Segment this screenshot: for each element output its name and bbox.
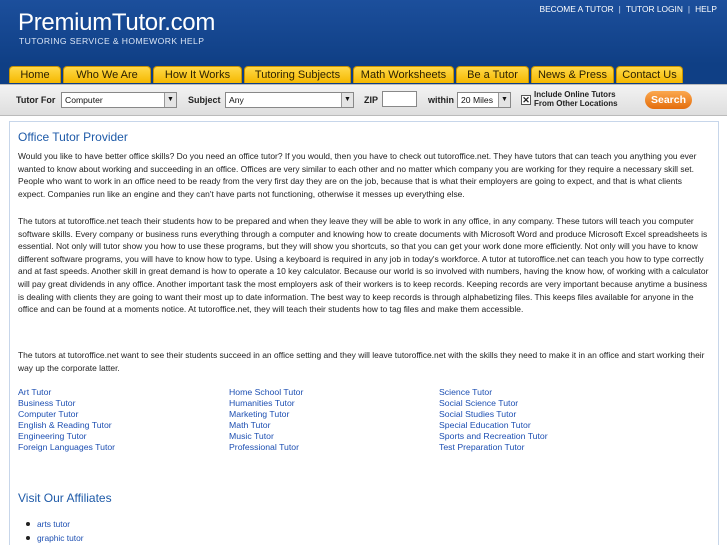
zip-input[interactable] xyxy=(382,91,417,107)
subject-link[interactable]: Computer Tutor xyxy=(18,409,79,419)
subject-link[interactable]: Sports and Recreation Tutor xyxy=(439,431,548,441)
subject-link[interactable]: English & Reading Tutor xyxy=(18,420,112,430)
subject-link[interactable]: Art Tutor xyxy=(18,387,52,397)
subject-link[interactable]: Humanities Tutor xyxy=(229,398,295,408)
chevron-down-icon[interactable]: ▼ xyxy=(498,93,510,107)
include-online-label-line1: Include Online Tutors xyxy=(534,90,616,99)
logo-premium: Premium xyxy=(18,9,112,36)
subject-link[interactable]: Home School Tutor xyxy=(229,387,304,397)
search-button[interactable]: Search xyxy=(645,91,692,109)
nav-tab-math-worksheets[interactable]: Math Worksheets xyxy=(353,66,454,83)
tutor-for-label: Tutor For xyxy=(16,95,56,105)
subject-link[interactable]: Special Education Tutor xyxy=(439,420,531,430)
chevron-down-icon[interactable]: ▼ xyxy=(341,93,353,107)
nav-tab-be-a-tutor[interactable]: Be a Tutor xyxy=(456,66,529,83)
subject-value: Any xyxy=(229,95,244,105)
top-link-separator: | xyxy=(687,4,691,14)
subject-link[interactable]: Social Science Tutor xyxy=(439,398,519,408)
logo-domain: .com xyxy=(164,9,216,36)
within-select[interactable] xyxy=(457,92,511,108)
list-item xyxy=(26,531,84,545)
nav-tab-contact-us[interactable]: Contact Us xyxy=(616,66,683,83)
site-logo[interactable] xyxy=(18,9,215,37)
main-nav xyxy=(9,66,683,83)
affiliates-heading: Visit Our Affiliates xyxy=(18,491,112,505)
tutor-for-value: Computer xyxy=(65,95,103,105)
subject-link[interactable]: Business Tutor xyxy=(18,398,76,408)
tutor-login-link[interactable]: TUTOR LOGIN xyxy=(625,4,683,14)
zip-label: ZIP xyxy=(364,95,379,105)
subject-link[interactable]: Foreign Languages Tutor xyxy=(18,442,116,452)
subject-links-column-3 xyxy=(439,387,548,453)
nav-tab-home[interactable]: Home xyxy=(9,66,61,83)
subject-select[interactable] xyxy=(225,92,354,108)
paragraph-skills: The tutors at tutoroffice.net teach their students how to be prepared and when they leave they will be able to work in any office, in any company. These tutors will teach you computer software skills. Every company or business runs everything through a computer and knowing how to create documents with Microsoft Word and produce Microsoft Excel spreadsheets is essential. Not only will tutor show you how to use these programs, but they will show you shortcuts, so that you can get your work done more efficiently. Not only will you have to know different software programs, you will have to know how to type. Using a keyboard is required in any job in today's workforce. A tutor at tutoroffice.net can teach you how to type correctly and at fast speeds. Another skill in great demand is how to operate a 10 key calculator. Because our world is so involved with numbers, having the know how, of working with a calculator will pay great dividends in any office. Another important task the most employers ask of their workers is to keep records. Keeping records are very important because anytime a business is dealing with clients they are going to want their most up to date information. The best way to keep records is through alphabetizing files. This keeps files available for anyone in the office and can be found at a moments notice. At tutoroffice.net, they will teach their students how to tag files and make them accessible. xyxy=(18,216,709,315)
subject-link[interactable]: Music Tutor xyxy=(229,431,274,441)
subject-link[interactable]: Engineering Tutor xyxy=(18,431,87,441)
within-value: 20 Miles xyxy=(461,95,493,105)
paragraph-intro: Would you like to have better office skills? Do you need an office tutor? If you would, then you have to check out tutoroffice.net. They have tutors that can teach you anything you ever wanted to know about working and succeeding in an office. Offices are very similar to each other and no matter which company you are working for they require a necessary skill set. People who want to work in an office need to be ready from the very first day they are on the job, because that is what their employers are going to expect, and that is what clients expect. Companies run like an engine and they can't have parts not functioning, otherwise it messes up everything else. xyxy=(18,151,697,199)
logo-tutor: Tutor xyxy=(111,9,165,36)
site-tagline: TUTORING SERVICE & HOMEWORK HELP xyxy=(19,36,205,46)
become-a-tutor-link[interactable]: BECOME A TUTOR xyxy=(539,4,614,14)
within-label: within xyxy=(428,95,454,105)
search-bar xyxy=(0,84,727,116)
include-online-label-line2: From Other Locations xyxy=(534,99,618,108)
include-online-checkbox[interactable]: ✕ xyxy=(522,95,530,105)
affiliates-list xyxy=(26,517,84,545)
subject-link[interactable]: Professional Tutor xyxy=(229,442,300,452)
include-online-label xyxy=(534,90,618,108)
nav-tab-news-press[interactable]: News & Press xyxy=(531,66,614,83)
help-link[interactable]: HELP xyxy=(695,4,717,14)
tutor-for-select[interactable] xyxy=(61,92,177,108)
subject-link[interactable]: Social Studies Tutor xyxy=(439,409,517,419)
subject-label: Subject xyxy=(188,95,221,105)
nav-tab-who-we-are[interactable]: Who We Are xyxy=(63,66,151,83)
subject-links-column-1 xyxy=(18,387,115,453)
top-links xyxy=(539,4,717,14)
chevron-down-icon[interactable]: ▼ xyxy=(164,93,176,107)
affiliate-link[interactable]: graphic tutor xyxy=(37,533,84,543)
subject-link[interactable]: Science Tutor xyxy=(439,387,493,397)
paragraph-closing: The tutors at tutoroffice.net want to see their students succeed in an office setting and they will leave tutoroffice.net with the skills they need to make it in an office and start working their way up the corporate latter. xyxy=(18,350,705,373)
subject-link[interactable]: Math Tutor xyxy=(229,420,271,430)
subject-links-column-2 xyxy=(229,387,303,453)
top-link-separator: | xyxy=(618,4,621,14)
nav-tab-tutoring-subjects[interactable]: Tutoring Subjects xyxy=(244,66,351,83)
list-item xyxy=(26,517,84,531)
subject-link[interactable]: Marketing Tutor xyxy=(229,409,290,419)
affiliate-link[interactable]: arts tutor xyxy=(37,519,71,529)
subject-link[interactable]: Test Preparation Tutor xyxy=(439,442,525,452)
page-title: Office Tutor Provider xyxy=(18,130,128,144)
nav-tab-how-it-works[interactable]: How It Works xyxy=(153,66,242,83)
